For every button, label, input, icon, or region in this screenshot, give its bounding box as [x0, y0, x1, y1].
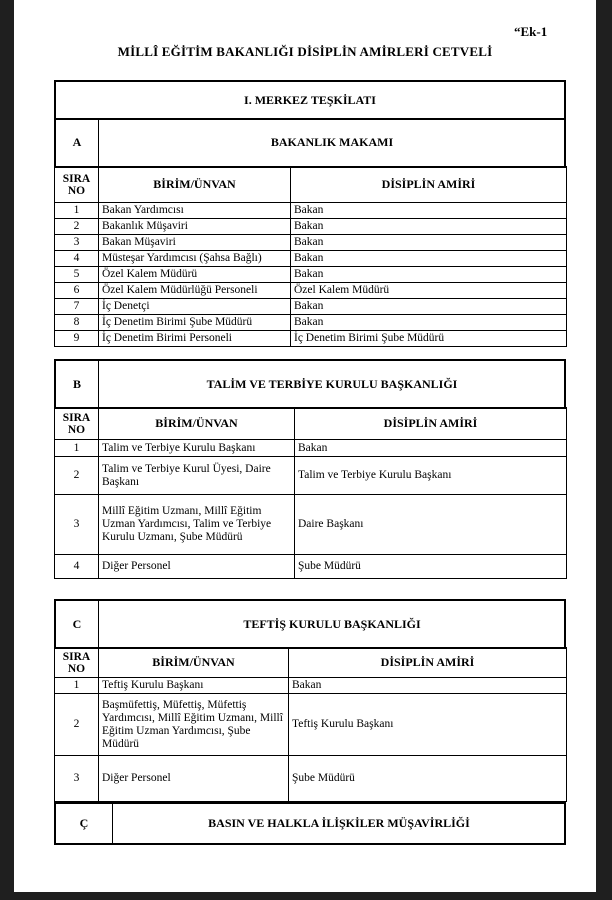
row-birim: Özel Kalem Müdürlüğü Personeli	[99, 283, 291, 299]
table-row	[55, 555, 567, 579]
row-birim: Müsteşar Yardımcısı (Şahsa Bağlı)	[99, 251, 291, 267]
amir-header: DİSİPLİN AMİRİ	[295, 408, 567, 440]
table-header-row	[55, 648, 567, 678]
table-row	[55, 694, 567, 756]
row-birim: Talim ve Terbiye Kurul Üyesi, Daire Başkanı	[99, 457, 295, 495]
table-row	[55, 267, 567, 283]
row-number: 3	[55, 756, 99, 802]
row-amir: Bakan	[295, 440, 567, 457]
section-b-header	[54, 359, 566, 409]
row-birim: Başmüfettiş, Müfettiş, Müfettiş Yardımcısı, Millî Eğitim Uzmanı, Millî Eğitim Uzman Yardımcısı, Şube Müdürü	[99, 694, 289, 756]
central-organization-title: I. MERKEZ TEŞKİLATI	[244, 92, 376, 107]
row-amir: Şube Müdürü	[295, 555, 567, 579]
row-number: 5	[55, 267, 99, 283]
row-amir: Daire Başkanı	[295, 495, 567, 555]
row-amir: Bakan	[291, 315, 567, 331]
row-number: 4	[55, 555, 99, 579]
row-birim: Teftiş Kurulu Başkanı	[99, 678, 289, 694]
row-amir: İç Denetim Birimi Şube Müdürü	[291, 331, 567, 347]
row-birim: İç Denetçi	[99, 299, 291, 315]
section-b-letter: B	[72, 376, 81, 391]
row-number: 2	[55, 694, 99, 756]
table-row	[55, 203, 567, 219]
section-a-letter: A	[72, 134, 82, 149]
table-row	[55, 299, 567, 315]
amir-header: DİSİPLİN AMİRİ	[291, 167, 567, 203]
row-number: 1	[55, 203, 99, 219]
row-number: 7	[55, 299, 99, 315]
row-amir: Teftiş Kurulu Başkanı	[289, 694, 567, 756]
row-birim: Diğer Personel	[99, 555, 295, 579]
table-row	[55, 756, 567, 802]
section-cc-letter: Ç	[79, 816, 89, 830]
row-birim: Özel Kalem Müdürü	[99, 267, 291, 283]
row-amir: Bakan	[291, 299, 567, 315]
row-birim: Talim ve Terbiye Kurulu Başkanı	[99, 440, 295, 457]
row-amir: Şube Müdürü	[289, 756, 567, 802]
table-row	[55, 495, 567, 555]
row-number: 2	[55, 219, 99, 235]
table-row	[55, 457, 567, 495]
section-b-title: TALİM VE TERBİYE KURULU BAŞKANLIĞI	[206, 376, 458, 391]
row-birim: Millî Eğitim Uzmanı, Millî Eğitim Uzman Yardımcısı, Talim ve Terbiye Kurulu Uzmanı, Şube Müdürü	[99, 495, 295, 555]
sira-no-header: SIRA NO	[55, 648, 99, 678]
table-row	[55, 219, 567, 235]
row-amir: Bakan	[291, 267, 567, 283]
table-row	[55, 331, 567, 347]
annex-label: “Ek-1	[514, 24, 548, 39]
row-number: 9	[55, 331, 99, 347]
section-c-header	[54, 599, 566, 649]
table-row	[55, 315, 567, 331]
section-cc-title: BASIN VE HALKLA İLİŞKİLER MÜŞAVİRLİĞİ	[208, 816, 470, 830]
row-birim: İç Denetim Birimi Şube Müdürü	[99, 315, 291, 331]
table-row	[55, 678, 567, 694]
row-birim: Bakanlık Müşaviri	[99, 219, 291, 235]
row-birim: İç Denetim Birimi Personeli	[99, 331, 291, 347]
row-birim: Diğer Personel	[99, 756, 289, 802]
sira-no-header: SIRA NO	[55, 167, 99, 203]
row-amir: Bakan	[291, 251, 567, 267]
document-title: MİLLÎ EĞİTİM BAKANLIĞI DİSİPLİN AMİRLERİ CETVELİ	[117, 44, 493, 59]
row-birim: Bakan Müşaviri	[99, 235, 291, 251]
row-number: 8	[55, 315, 99, 331]
birim-header: BİRİM/ÜNVAN	[99, 648, 289, 678]
table-header-row	[55, 167, 567, 203]
section-c-table	[54, 647, 567, 802]
row-birim: Bakan Yardımcısı	[99, 203, 291, 219]
row-amir: Bakan	[291, 219, 567, 235]
table-row	[55, 235, 567, 251]
section-a-header	[54, 118, 566, 168]
section-b-table	[54, 407, 567, 579]
row-number: 6	[55, 283, 99, 299]
row-number: 1	[55, 440, 99, 457]
row-number: 3	[55, 235, 99, 251]
section-a-title: BAKANLIK MAKAMI	[270, 134, 394, 149]
section-c-title: TEFTİŞ KURULU BAŞKANLIĞI	[243, 616, 421, 631]
sira-no-header: SIRA NO	[55, 408, 99, 440]
row-amir: Bakan	[291, 203, 567, 219]
table-header-row	[55, 408, 567, 440]
row-number: 1	[55, 678, 99, 694]
row-amir: Bakan	[289, 678, 567, 694]
row-amir: Özel Kalem Müdürü	[291, 283, 567, 299]
section-c-letter: C	[72, 616, 82, 631]
section-cc-header	[54, 801, 566, 845]
birim-header: BİRİM/ÜNVAN	[99, 408, 295, 440]
document-page	[14, 0, 596, 892]
row-number: 3	[55, 495, 99, 555]
row-number: 2	[55, 457, 99, 495]
section-a-table	[54, 166, 567, 347]
amir-header: DİSİPLİN AMİRİ	[289, 648, 567, 678]
birim-header: BİRİM/ÜNVAN	[99, 167, 291, 203]
table-row	[55, 440, 567, 457]
row-number: 4	[55, 251, 99, 267]
table-row	[55, 251, 567, 267]
row-amir: Talim ve Terbiye Kurulu Başkanı	[295, 457, 567, 495]
row-amir: Bakan	[291, 235, 567, 251]
central-organization-header	[54, 80, 566, 120]
table-row	[55, 283, 567, 299]
